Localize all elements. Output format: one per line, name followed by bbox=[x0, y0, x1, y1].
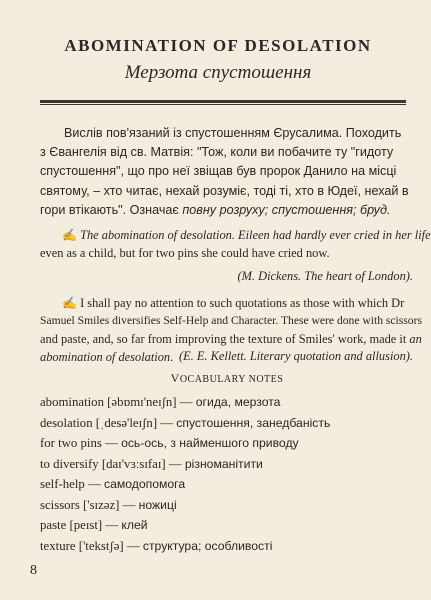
page-number: 8 bbox=[30, 563, 37, 578]
vocabulary-heading bbox=[40, 371, 414, 386]
example-line bbox=[40, 294, 414, 312]
explanation-paragraph bbox=[40, 124, 414, 220]
vocabulary-item bbox=[40, 515, 414, 536]
example-text: I shall pay no attention to such quotations as those with which Dr bbox=[80, 296, 405, 310]
vocab-dash: — bbox=[157, 415, 177, 430]
vocab-term: for two pins bbox=[40, 436, 102, 450]
vocab-dash: — bbox=[84, 477, 104, 491]
pen-icon: ✍ bbox=[62, 228, 77, 242]
vocab-translation: ножиці bbox=[138, 497, 177, 512]
title-divider bbox=[40, 100, 406, 103]
vocab-term: self-help bbox=[40, 477, 85, 491]
vocab-translation: клей bbox=[121, 518, 148, 532]
vocabulary-heading-initial: V bbox=[170, 371, 180, 385]
vocab-translation: різноманітити bbox=[184, 456, 263, 471]
explanation-meaning: повну розруху; спустошення; бруд. bbox=[182, 202, 391, 217]
vocab-translation: самодопомога bbox=[103, 477, 186, 491]
explanation-line-last bbox=[40, 201, 414, 220]
vocab-translation: ось-ось, з найменшого приводу bbox=[121, 436, 299, 450]
title-divider-thin bbox=[40, 104, 406, 105]
example-1 bbox=[40, 226, 431, 262]
vocab-dash: — bbox=[123, 538, 143, 553]
vocab-term: paste [peɪst] bbox=[40, 518, 103, 532]
explanation-line: гори втікають". Означає bbox=[40, 202, 179, 217]
explanation-line: Вислів пов'язаний із спустошенням Єрусалима. Походить bbox=[64, 126, 402, 140]
vocab-term: scissors ['sɪzəz] bbox=[40, 497, 120, 512]
pen-icon: ✍ bbox=[62, 296, 77, 310]
vocab-dash: — bbox=[102, 518, 122, 532]
example-italic: an bbox=[409, 332, 422, 346]
vocab-dash: — bbox=[119, 497, 139, 512]
vocabulary-list bbox=[40, 392, 414, 556]
example-text: . bbox=[170, 350, 174, 364]
vocab-term: texture ['tekstʃə] bbox=[40, 538, 124, 553]
entry-title: ABOMINATION OF DESOLATION bbox=[64, 36, 372, 55]
vocab-translation: спустошення, занедбаність bbox=[176, 415, 331, 430]
example-line: even as a child, but for two pins she could have cried now. bbox=[40, 246, 330, 260]
vocab-term: desolation [ˌdesə'leɪʃn] bbox=[40, 415, 158, 430]
example-source: (E. E. Kellett. Literary quotation and allusion). bbox=[178, 349, 413, 363]
vocabulary-item bbox=[40, 474, 414, 495]
vocab-dash: — bbox=[176, 395, 196, 409]
vocab-translation: структура; особливості bbox=[142, 538, 273, 553]
example-line bbox=[40, 330, 422, 348]
explanation-line: святому, – хто читає, нехай розуміє, тоді ті, хто в Юдеї, нехай в bbox=[40, 183, 409, 198]
vocab-term: abomination [əbɒmɪ'neɪʃn] bbox=[40, 395, 177, 409]
vocab-translation: огида, мерзота bbox=[195, 395, 281, 409]
explanation-line: спустошення", що про неї звіщав був пророк Данило на місці bbox=[40, 164, 397, 179]
vocabulary-item bbox=[40, 433, 414, 454]
vocabulary-item bbox=[40, 454, 414, 475]
vocabulary-item bbox=[40, 413, 414, 434]
example-source: (M. Dickens. The heart of London). bbox=[237, 269, 413, 283]
example-italic: abomination of desolation bbox=[40, 350, 171, 364]
vocabulary-item bbox=[40, 495, 414, 516]
example-line: Samuel Smiles diversifies Self-Help and Character. These were done with scissors bbox=[40, 314, 422, 327]
vocabulary-item bbox=[40, 392, 414, 413]
example-text: The abomination of desolation. Eileen had hardly ever cried in her life bbox=[80, 228, 431, 242]
entry-subtitle: Мерзота спустошення bbox=[124, 62, 312, 83]
vocab-dash: — bbox=[101, 436, 122, 450]
example-line bbox=[40, 226, 431, 244]
explanation-line: з Євангелія від св. Матвія: "Тож, коли ви побачите ту "гидоту bbox=[40, 145, 394, 160]
vocab-term: to diversify [daɪ'vɜːsɪfaɪ] bbox=[40, 456, 166, 471]
vocabulary-item bbox=[40, 536, 414, 557]
example-text: and paste, and, so far from improving the texture of Smiles' work, made it bbox=[40, 332, 407, 346]
vocab-dash: — bbox=[165, 456, 185, 471]
vocabulary-heading-rest: OCABULARY NOTES bbox=[179, 374, 284, 385]
